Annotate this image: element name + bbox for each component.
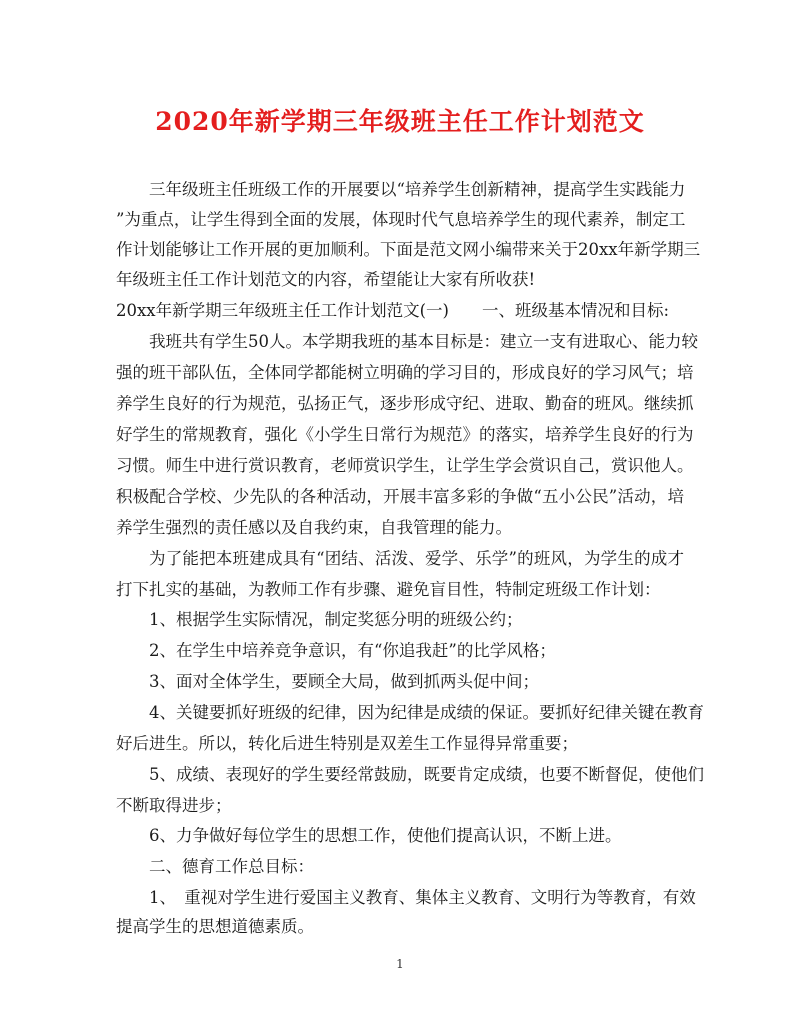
section-heading: 二、德育工作总目标： [149,857,314,876]
body-line: 年级班主任工作计划范文的内容，希望能让大家有所收获! [116,270,536,289]
body-line: 提高学生的思想道德素质。 [116,917,314,936]
body-line: 好后进生。所以，转化后进生特别是双差生工作显得异常重要； [116,734,578,753]
body-line: 养学生良好的行为规范，弘扬正气，逐步形成守纪、进取、勤奋的班风。继续抓 [116,394,694,413]
body-line: 作计划能够让工作开展的更加顺利。下面是范文网小编带来关于20xx年新学期三 [116,240,701,259]
body-line: 三年级班主任班级工作的开展要以“培养学生创新精神，提高学生实践能力 [149,180,686,199]
document-title: 2020年新学期三年级班主任工作计划范文 [155,107,645,136]
list-item: 2、在学生中培养竞争意识，有“你追我赶”的比学风格； [149,641,556,660]
body-line: 习惯。师生中进行赏识教育，老师赏识学生，让学生学会赏识自己，赏识他人。 [116,456,694,475]
list-item: 6、力争做好每位学生的思想工作，使他们提高认识，不断上进。 [149,826,622,845]
body-line: ”为重点，让学生得到全面的发展，体现时代气息培养学生的现代素养，制定工 [116,210,686,229]
body-line: 打下扎实的基础，为教师工作有步骤、避免盲目性，特制定班级工作计划： [116,580,661,599]
body-line: 养学生强烈的责任感以及自我约束，自我管理的能力。 [116,518,512,537]
body-line: 好学生的常规教育，强化《小学生日常行为规范》的落实，培养学生良好的行为 [116,425,694,444]
body-line: 强的班干部队伍，全体同学都能树立明确的学习目的，形成良好的学习风气；培 [116,363,694,382]
body-line: 我班共有学生50人。本学期我班的基本目标是：建立一支有进取心、能力较 [149,332,698,351]
list-item: 1、根据学生实际情况，制定奖惩分明的班级公约； [149,610,523,629]
list-item: 3、面对全体学生，要顾全大局，做到抓两头促中间； [149,672,539,691]
body-line: 积极配合学校、少先队的各种活动，开展丰富多彩的争做“五小公民”活动，培 [116,487,684,506]
list-item: 1、 重视对学生进行爱国主义教育、集体主义教育、文明行为等教育，有效 [149,888,696,907]
body-line: 不断取得进步； [116,796,232,815]
page-number: 1 [396,957,404,971]
list-item: 4、关键要抓好班级的纪律，因为纪律是成绩的保证。要抓好纪律关键在教育 [149,703,704,722]
body-line: 为了能把本班建成具有“团结、活泼、爱学、乐学”的班风，为学生的成才 [149,549,684,568]
list-item: 5、成绩、表现好的学生要经常鼓励，既要肯定成绩，也要不断督促，使他们 [149,765,704,784]
body-line: 20xx年新学期三年级班主任工作计划范文(一) 一、班级基本情况和目标: [116,301,670,320]
